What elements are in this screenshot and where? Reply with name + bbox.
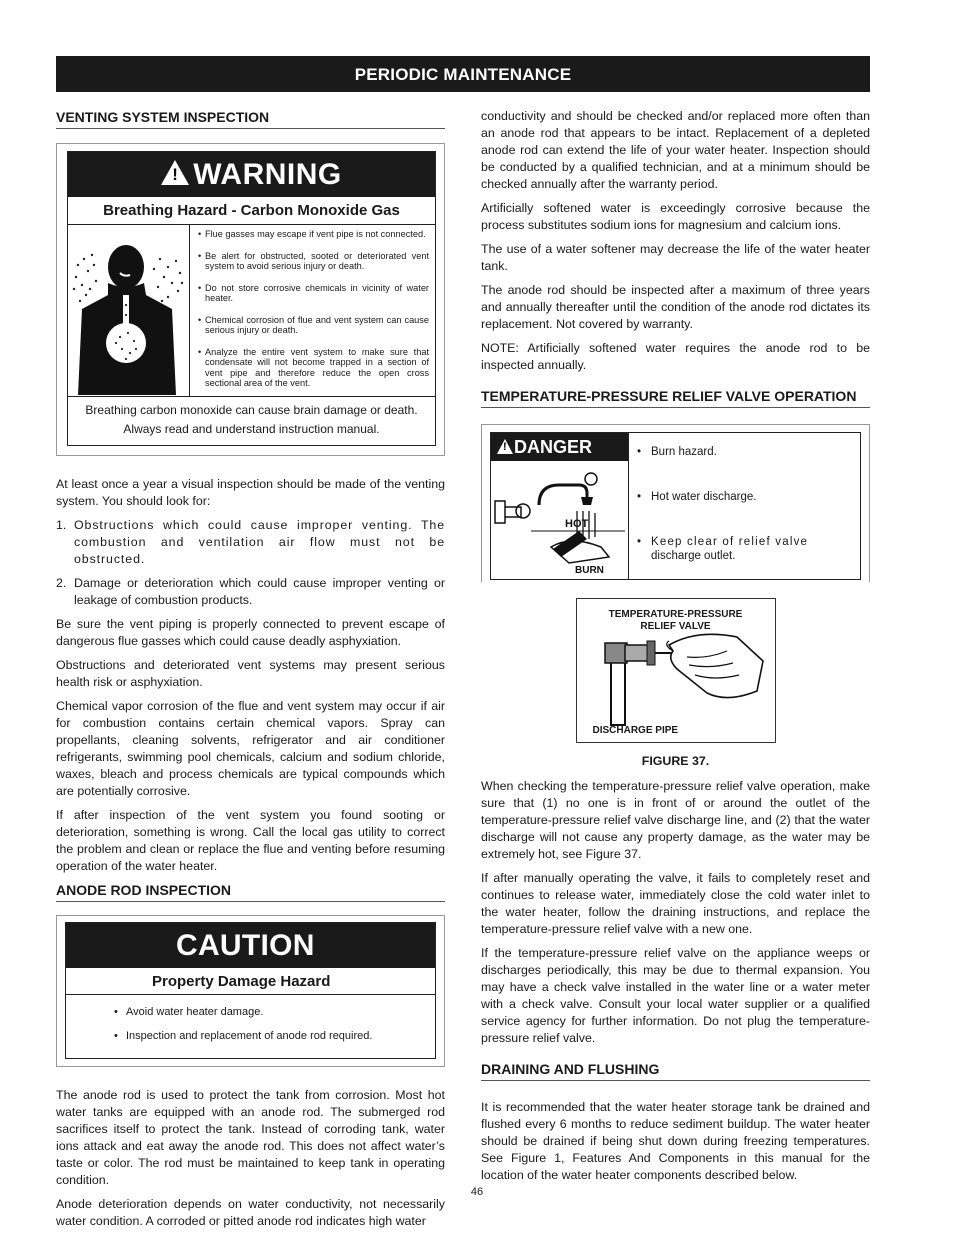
paragraph: Artificially softened water is exceedingly corrosive because the process substitutes sodium ions for magnesium and calcium ions. (481, 201, 870, 232)
paragraph: Chemical vapor corrosion of the flue and vent system may occur if air for combustion contains certain chemical vapors. Spray can propellants, cleaning solvents, refrigerator and air conditioner refrigerants, swimming pool chemicals, calcium and sodium chloride, waxes, bleach and process chemicals are typical compounds which are potentially corrosive. (56, 699, 445, 798)
venting-heading: VENTING SYSTEM INSPECTION (56, 108, 445, 129)
caution-label (56, 915, 445, 1067)
paragraph: The anode rod should be inspected after a maximum of three years and annually thereafter until the condition of the anode rod dictates its replacement. Not covered by warranty. (481, 283, 870, 331)
figure-caption: FIGURE 37. (641, 754, 710, 768)
paragraph: The anode rod is used to protect the tank from corrosion. Most hot water tanks are equipped with an anode rod. The submerged rod sacrifices itself to protect the tank. Instead of corroding tank, water ions attack and eat away the anode rod. This does not affect water’s taste or color. The rod must be maintained to keep tank in operating condition. (56, 1088, 445, 1187)
paragraph: At least once a year a visual inspection should be made of the venting system. You should look for: (56, 477, 445, 508)
warning-label (56, 143, 445, 456)
warning-item: • Chemical corrosion of flue and vent system can cause serious injury or death. (198, 315, 429, 336)
warning-list (190, 225, 435, 396)
danger-triangle-icon: ! (497, 439, 513, 454)
warning-item: • Analyze the entire vent system to make sure that condensate will not become trapped in a section of vent pipe and therefore reduce the open cross sectional area of the vent. (198, 347, 429, 389)
warning-item: • Flue gasses may escape if vent pipe is not connected. (198, 229, 429, 240)
paragraph (56, 1196, 445, 1230)
figure-title-line: RELIEF VALVE (640, 621, 711, 632)
danger-item: • Burn hazard. (637, 445, 848, 459)
caution-item: • Inspection and replacement of anode rod required. (114, 1029, 435, 1043)
paragraph: If after inspection of the vent system you found sooting or deterioration, something is wrong. Call the local gas utility to correct the problem and clean or replace the flue and venting before resuming operation of the water heater. (56, 808, 445, 873)
paragraph: If the temperature-pressure relief valve on the appliance weeps or discharges periodically, this may be due to thermal expansion. You may have a check valve installed in the water line or a water meter with a check valve. Consult your local water supplier or a qualified service agency for further information. Do not plug the temperature-pressure relief valve. (481, 946, 870, 1045)
warning-item: • Be alert for obstructed, sooted or deteriorated vent system to avoid serious injury or death. (198, 251, 429, 272)
left-column (56, 108, 445, 1230)
paragraph-text: Anode deterioration depends on water conductivity, not necessarily water condition. A corroded or pitted anode rod indicates high water (56, 1197, 445, 1228)
warning-item: • Do not store corrosive chemicals in vicinity of water heater. (198, 283, 429, 304)
paragraph: When checking the temperature-pressure relief valve operation, make sure that (1) no one is in front of or around the outlet of the temperature-pressure relief valve discharge line, and (2) that the water discharge will not cause any property damage, as the water may be extremely hot, see Figure 37. (481, 779, 870, 861)
tp-relief-valve-figure (576, 598, 776, 743)
warning-triangle-icon: ! (161, 160, 189, 185)
warning-footer-line: Breathing carbon monoxide can cause brain damage or death. (85, 403, 418, 417)
caution-title: CAUTION (66, 923, 435, 968)
danger-label (481, 424, 870, 582)
burn-label: BURN (575, 565, 604, 576)
hot-water-faucet-icon (491, 461, 628, 584)
warning-footer-line: Always read and understand instruction manual. (123, 422, 380, 436)
danger-header (491, 433, 628, 461)
danger-item: • Keep clear of relief valve discharge outlet. (637, 535, 848, 563)
paragraph: The use of a water softener may decrease the life of the water heater tank. (481, 242, 870, 273)
inspection-list (56, 517, 445, 609)
paragraph: Be sure the vent piping is properly connected to prevent escape of dangerous flue gasses which could cause deadly asphyxiation. (56, 617, 445, 648)
danger-item: • Hot water discharge. (637, 490, 848, 504)
figure-title-line: TEMPERATURE-PRESSURE (608, 609, 743, 620)
draining-heading: DRAINING AND FLUSHING (481, 1060, 870, 1081)
caution-item: • Avoid water heater damage. (114, 1005, 435, 1019)
paragraph: If after manually operating the valve, it fails to completely reset and continues to release water, immediately close the cold water inlet to the water heater, follow the draining instructions, and replace the temperature-pressure relief valve with a new one. (481, 871, 870, 936)
warning-subtitle: Breathing Hazard - Carbon Monoxide Gas (68, 197, 435, 225)
danger-list (629, 433, 860, 579)
caution-subtitle: Property Damage Hazard (66, 968, 435, 995)
right-column (481, 108, 870, 1191)
list-item: 2. Damage or deterioration which could cause improper venting or leakage of combustion products. (56, 576, 445, 607)
list-item: 1. Obstructions which could cause improper venting. The combustion and ventilation air flow must not be obstructed. (56, 518, 445, 566)
paragraph: NOTE: Artificially softened water requires the anode rod to be inspected annually. (481, 341, 870, 372)
discharge-pipe-label: DISCHARGE PIPE (592, 725, 679, 736)
page-number: 46 (470, 1186, 484, 1198)
tpr-heading: TEMPERATURE-PRESSURE RELIEF VALVE OPERATION (481, 387, 870, 408)
hot-label: HOT (565, 518, 589, 530)
breathing-hazard-icon (68, 225, 190, 396)
paragraph: conductivity and should be checked and/or replaced more often than an anode rod that appears to be intact. Replacement of a depleted anode rod can extend the life of your water heater. Inspection should be conducted by a qualified technician, and at a minimum should be checked annually after the warranty period. (481, 109, 870, 191)
danger-title: DANGER (514, 437, 593, 457)
warning-title: WARNING (193, 158, 342, 191)
caution-list (66, 995, 435, 1043)
anode-heading: ANODE ROD INSPECTION (56, 881, 445, 902)
paragraph: It is recommended that the water heater storage tank be drained and flushed every 6 months to reduce sediment buildup. The water heater should be drained if being shut down during freezing temperatures. See Figure 1, Features And Components in this manual for the location of the water heater components described below. (481, 1100, 870, 1182)
paragraph: Obstructions and deteriorated vent systems may present serious health risk or asphyxiation. (56, 658, 445, 689)
page-banner: PERIODIC MAINTENANCE (56, 56, 870, 92)
warning-header (68, 152, 435, 197)
